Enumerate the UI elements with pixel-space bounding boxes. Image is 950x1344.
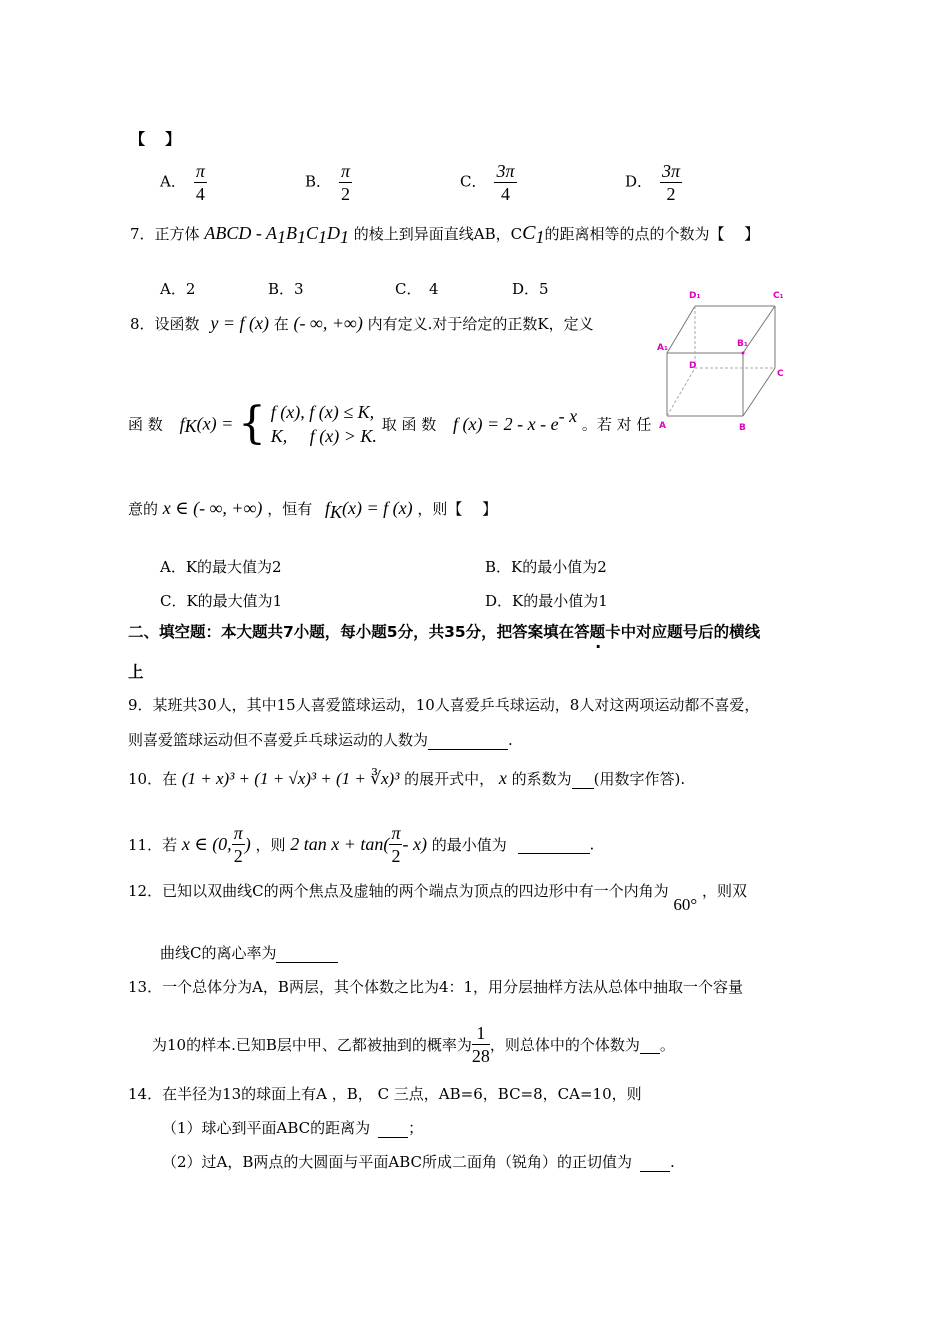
label-d1: D₁ [689,291,701,301]
q7-option-d: D．5 [512,280,549,298]
q8-option-c: C．K的最大值为1 [160,592,283,610]
label-b: B [739,423,746,433]
q6-option-b: B． $\frac{\pi}{2}$ [305,161,351,204]
q8-option-d: D．K的最小值为1 [485,592,608,610]
question-9-line2: 则喜爱篮球运动但不喜爱乒乓球运动的人数为 . [128,731,513,749]
question-10: 10．在 (1 + x)³ + (1 + √x)³ + (1 + ∛x)³ 的展开式中， x 的系数为 (用数字作答). [128,768,686,788]
question-14-part2: （2）过A，B两点的大圆面与平面ABC所成二面角（锐角）的正切值为 . [162,1153,675,1171]
label-a1: A₁ [657,343,668,353]
label-b1: B₁ [737,339,748,349]
section2-title: 二、填空题：本大题共7小题，每小题5分，共35分，把答案填在答题卡中对应题号后的横线 [128,623,761,641]
q6-option-c: C． $\frac{3\pi}{4}$ [460,161,515,204]
q6-option-a: A． $\frac{\pi}{4}$ [160,161,205,204]
label-c1: C₁ [773,291,784,301]
label-c: C [777,369,784,379]
q8-option-a: A．K的最大值为2 [160,558,282,576]
question-13-line1: 13．一个总体分为A，B两层，其个体数之比为4：1，用分层抽样方法从总体中抽取一个容量 [128,978,744,996]
cube-figure [655,288,795,438]
question-8-line1: 8．设函数 y = f (x) 在 (- ∞, +∞) 内有定义.对于给定的正数K，定义 [130,313,594,333]
q7-option-c: C． 4 [395,280,439,298]
q6-option-d: D． $\frac{3\pi}{2}$ [625,161,681,204]
question-12-line2: 曲线C的离心率为 [160,942,338,963]
question-13-line2: 为10的样本.已知B层中甲、乙都被抽到的概率为 $\frac{1}{28}$ ，则总体中的个体数为 。 [152,1023,675,1066]
q8-option-b: B．K的最小值为2 [485,558,607,576]
label-a: A [659,421,666,431]
q7-option-b: B．3 [268,280,304,298]
question-8-line3: 意的 x ∈ (- ∞, +∞) ，恒有 $f_K(x) = f$ (x) ，则【 】 [128,498,498,522]
question-8-line2: 函 数 $f_K(x)$ = { f (x), f (x) ≤ K, K, f (x) > K. 取 函 数 f $(x) = 2 - x - e^{- x}$ 。若 对 任 [128,398,652,449]
question-7: 7．正方体 ABCD - $A_1B_1C_1D_1$ 的棱上到异面直线AB，$CC_1$的距离相等的点的个数为【 】 [130,222,760,247]
question-12-line1: 12．已知以双曲线C的两个焦点及虚轴的两个端点为顶点的四边形中有一个内角为 60° ，则双 [128,882,747,914]
question-14-part1: （1）球心到平面ABC的距离为 ； [162,1119,424,1137]
question-14-line1: 14．在半径为13的球面上有A ，B， C 三点，AB=6，BC=8，CA=10，则 [128,1085,642,1103]
question-11: 11．若 x ∈ (0, $\frac{\pi}{2}$ ) ，则 2 tan x + tan( $\frac{\pi}{2}$ - x) 的最小值为 . [128,823,595,866]
section2-title-line2: 上 [128,663,144,681]
q6-answer-bracket: 【 】 [130,130,181,148]
label-d: D [689,361,697,371]
q7-option-a: A．2 [160,280,196,298]
question-9-line1: 9．某班共30人，其中15人喜爱篮球运动，10人喜爱乒乓球运动，8人对这两项运动都不喜爱， [128,696,760,714]
